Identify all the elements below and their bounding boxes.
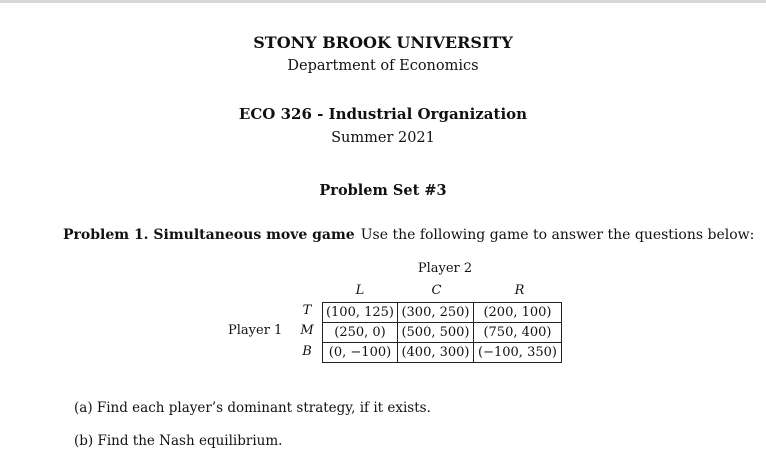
column-label-c: C bbox=[431, 283, 442, 298]
row-label-t: T bbox=[302, 303, 312, 318]
problem-lead: Problem 1. Simultaneous move game bbox=[63, 227, 355, 243]
university-title: STONY BROOK UNIVERSITY bbox=[253, 33, 513, 52]
player2-label: Player 2 bbox=[417, 261, 473, 276]
problem-text: Use the following game to answer the questions below: bbox=[360, 227, 755, 243]
payoff-matrix bbox=[322, 302, 562, 363]
row-label-m: M bbox=[300, 323, 314, 338]
question-b: (b) Find the Nash equilibrium. bbox=[74, 433, 283, 449]
payoff-row-m bbox=[323, 323, 562, 343]
column-label-r: R bbox=[514, 283, 525, 298]
player1-label: Player 1 bbox=[228, 323, 283, 338]
payoff-cell: (100, 125) bbox=[323, 303, 398, 323]
question-a: (a) Find each player’s dominant strategy, if it exists. bbox=[74, 400, 431, 416]
problem-set-title: Problem Set #3 bbox=[319, 182, 447, 199]
payoff-cell: (−100, 350) bbox=[474, 343, 562, 363]
payoff-cell: (0, −100) bbox=[323, 343, 398, 363]
payoff-cell: (750, 400) bbox=[474, 323, 562, 343]
top-border bbox=[0, 0, 766, 3]
payoff-cell: (300, 250) bbox=[398, 303, 474, 323]
problem-statement bbox=[63, 227, 754, 243]
column-label-l: L bbox=[355, 283, 365, 298]
payoff-cell: (250, 0) bbox=[323, 323, 398, 343]
payoff-cell: (200, 100) bbox=[474, 303, 562, 323]
department-name: Department of Economics bbox=[287, 58, 479, 74]
payoff-cell: (400, 300) bbox=[398, 343, 474, 363]
course-title: ECO 326 - Industrial Organization bbox=[238, 105, 528, 123]
row-label-b: B bbox=[302, 344, 312, 359]
term-label: Summer 2021 bbox=[331, 130, 435, 146]
payoff-cell: (500, 500) bbox=[398, 323, 474, 343]
payoff-row-t bbox=[323, 303, 562, 323]
payoff-row-b bbox=[323, 343, 562, 363]
